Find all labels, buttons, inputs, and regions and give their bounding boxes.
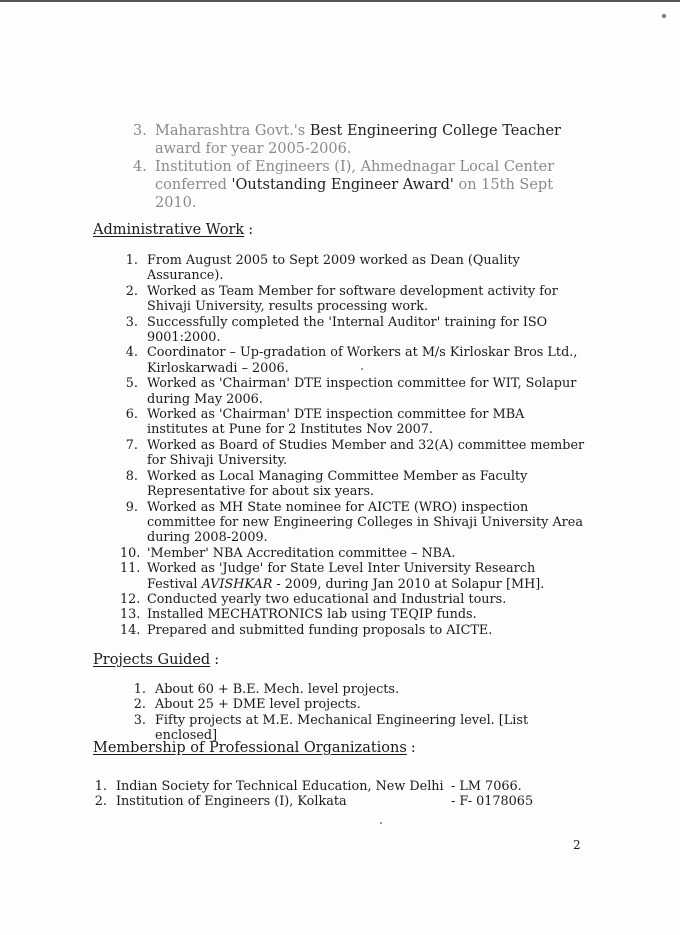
list-item: 8. Worked as Local Managing Committee Member as Faculty Representative for about six years. bbox=[125, 468, 528, 500]
list-item: 14. Prepared and submitted funding proposals to AICTE. bbox=[120, 622, 493, 638]
award-item bbox=[133, 158, 573, 212]
scan-speck bbox=[361, 368, 363, 370]
list-item: 7. Worked as Board of Studies Member and 32(A) committee member for Shivaji University. bbox=[125, 437, 585, 469]
award-number: 4. bbox=[133, 159, 147, 175]
award-text: Maharashtra Govt.'s Best Engineering College Teacher award for year 2005-2006. bbox=[155, 123, 561, 157]
membership-id: - F- 0178065 bbox=[451, 794, 534, 810]
membership-id: - LM 7066. bbox=[451, 779, 522, 794]
list-item: 3. Successfully completed the 'Internal Auditor' training for ISO 9001:2000. bbox=[125, 314, 548, 346]
list-item: 6. Worked as 'Chairman' DTE inspection committee for MBA institutes at Pune for 2 Institutes Nov 2007. bbox=[125, 407, 525, 438]
projects-guided-list bbox=[130, 682, 590, 744]
membership-heading: Membership of Professional Organizations : bbox=[93, 740, 416, 756]
list-item: 9. Worked as MH State nominee for AICTE (WRO) inspection committee for new Engineering Colleges in Shivaji University Area during 2008-2009. bbox=[125, 499, 584, 546]
list-item: 4. Coordinator – Up-gradation of Workers at M/s Kirloskar Bros Ltd., Kirloskarwadi – 2006. bbox=[125, 345, 578, 376]
list-item: 10. 'Member' NBA Accreditation committee – NBA. bbox=[120, 545, 456, 561]
award-text: Institution of Engineers (I), Ahmednagar Local Center conferred 'Outstanding Engineer Award' on 15th Sept 2010. bbox=[155, 159, 555, 211]
list-item: 13. Installed MECHATRONICS lab using TEQIP funds. bbox=[120, 607, 477, 623]
list-item: 12. Conducted yearly two educational and Industrial tours. bbox=[120, 591, 507, 607]
festival-name: AVISHKAR bbox=[201, 576, 273, 592]
list-item: 1. About 60 + B.E. Mech. level projects. bbox=[133, 682, 400, 697]
organization-name: Indian Society for Technical Education, New Delhi bbox=[116, 779, 444, 794]
list-item: 1. From August 2005 to Sept 2009 worked as Dean (Quality Assurance). bbox=[125, 253, 520, 284]
page-number: 2 bbox=[573, 838, 581, 852]
organization-name: Institution of Engineers (I), Kolkata bbox=[116, 794, 347, 810]
administrative-work-list bbox=[120, 253, 585, 638]
list-item: 11. Worked as 'Judge' for State Level Inter University Research Festival AVISHKAR - 2009, during Jan 2010 at Solapur [MH]. bbox=[120, 561, 545, 592]
list-item: 5. Worked as 'Chairman' DTE inspection committee for WIT, Solapur during May 2006. bbox=[125, 376, 577, 407]
list-item: 2. Worked as Team Member for software development activity for Shivaji University, results processing work. bbox=[125, 283, 558, 315]
list-item: 2. Institution of Engineers (I), Kolkata - F- 0178065 bbox=[94, 794, 534, 810]
membership-list bbox=[91, 779, 551, 810]
list-item: 3. Fifty projects at M.E. Mechanical Engineering level. [List enclosed] bbox=[133, 712, 529, 744]
list-item: 2. About 25 + DME level projects. bbox=[133, 697, 361, 713]
award-item bbox=[133, 122, 573, 158]
award-number: 3. bbox=[133, 123, 147, 139]
awards-list bbox=[133, 122, 573, 212]
scan-speck bbox=[662, 14, 666, 18]
list-item: 1. Indian Society for Technical Education, New Delhi - LM 7066. bbox=[94, 779, 522, 794]
projects-guided-heading: Projects Guided : bbox=[93, 652, 220, 668]
administrative-work-heading: Administrative Work : bbox=[93, 222, 254, 238]
scan-speck bbox=[380, 822, 382, 824]
